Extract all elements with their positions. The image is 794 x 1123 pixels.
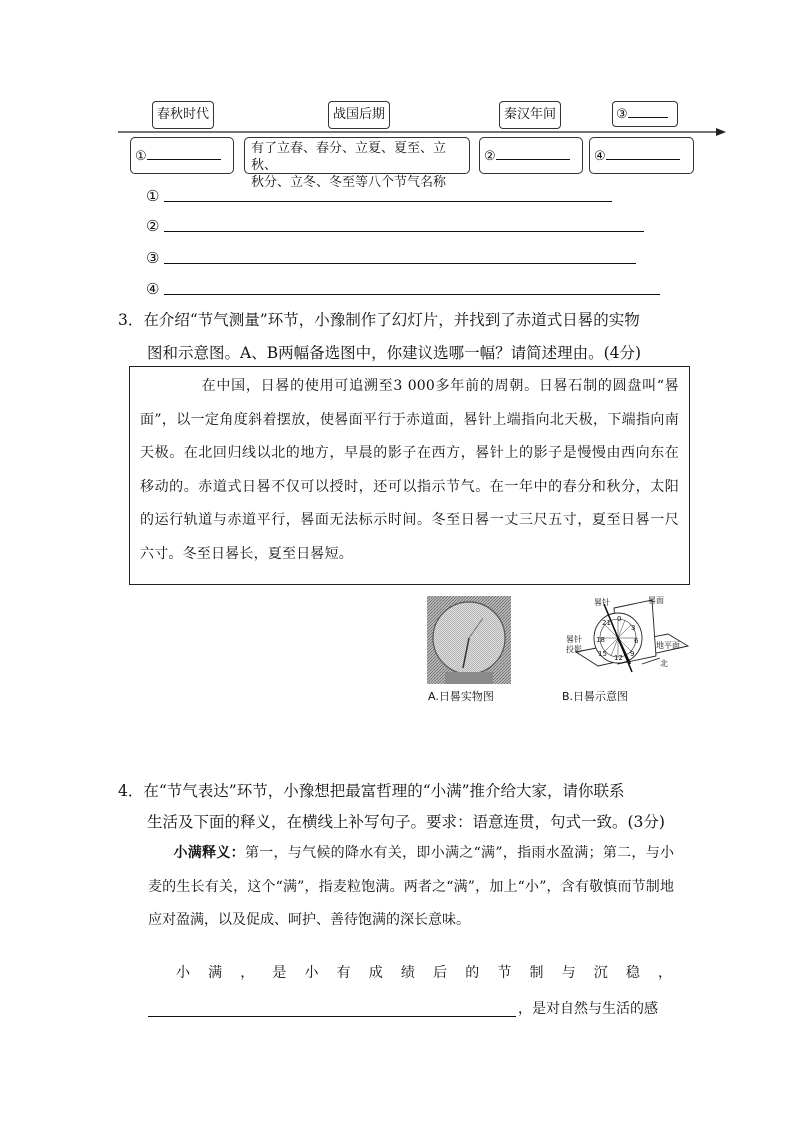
- box-eight-terms-line1: 有了立春、春分、立夏、夏至、立秋、: [251, 141, 447, 173]
- era-qinhan: 秦汉年间: [499, 101, 561, 129]
- question-4-line-2: 生活及下面的释义，在横线上补写句子。要求：语意连贯，句式一致。(3分): [147, 813, 665, 831]
- answer-line-1[interactable]: [146, 187, 159, 207]
- era-zhanguo: 战国后期: [328, 101, 390, 129]
- sundial-photo-caption: A.日晷实物图: [428, 690, 494, 703]
- sundial-photo-image: [427, 596, 511, 684]
- label-north: 北: [660, 659, 668, 668]
- answer-line-2-rule[interactable]: [164, 231, 644, 232]
- question-3-line-1: 3．在介绍“节气测量”环节，小豫制作了幻灯片，并找到了赤道式日晷的实物: [118, 311, 640, 329]
- label-shadow-1: 晷针: [566, 635, 582, 644]
- sundial-passage: 在中国，日晷的使用可追溯至3 000多年前的周朝。日晷石制的圆盘叫“晷面”，以一定角度斜着摆放，使晷面平行于赤道面，晷针上端指向北天极，下端指向南天极。在北回归线以北的地方，早晨的影子在西方，晷针上的影子是慢慢由西向东在移动的。赤道式日晷不仅可以授时，还可以指示节气。在一年中的春分和秋分，太阳的运行轨道与赤道平行，晷面无法标示时间。冬至日晷一丈三尺五寸，夏至日晷一尺六寸。冬至日晷长，夏至日晷短。: [140, 378, 679, 562]
- blank-line[interactable]: [606, 159, 680, 160]
- question-4-line-1: 4．在“节气表达”环节，小豫想把最富哲理的“小满”推介给大家，请你联系: [118, 782, 625, 800]
- fill-sentence-end: ，是对自然与生活的感: [518, 1001, 658, 1017]
- sundial-passage-box: [129, 366, 690, 585]
- dial-number-6: 6: [634, 637, 639, 645]
- era-blank-3: [612, 101, 678, 127]
- xiaoman-explanation-text: 第一，与气候的降水有关，即小满之“满”，指雨水盈满；第二，与小麦的生长有关，这个“满”，指麦粒饱满。两者之“满”，加上“小”，含有敬慎而节制地应对盈满，以及促成、呵护、善待饱满的深长意味。: [148, 845, 674, 928]
- xiaoman-explanation-label: 小满释义：: [173, 845, 245, 861]
- north-arrow: [642, 658, 660, 664]
- sundial-photo: [427, 596, 511, 684]
- dial-number-0: 0: [617, 615, 622, 623]
- box-blank-4-label: ④: [594, 149, 606, 164]
- label-gnomon: 晷针: [594, 598, 610, 607]
- blank-line[interactable]: [496, 159, 570, 160]
- xiaoman-explanation: [148, 837, 674, 938]
- blank-line[interactable]: [628, 117, 668, 118]
- answer-line-4-rule[interactable]: [164, 294, 660, 295]
- box-blank-2-label: ②: [484, 149, 496, 164]
- answer-line-3-rule[interactable]: [164, 263, 636, 264]
- box-blank-1: [130, 137, 234, 174]
- label-ground-plane: 地平面: [656, 641, 680, 650]
- answer-line-3-label: ③: [146, 249, 160, 267]
- box-blank-2: [479, 137, 583, 174]
- question-3-line-2: 图和示意图。A、B两幅备选图中，你建议选哪一幅？请简述理由。(4分): [147, 344, 642, 362]
- box-eight-terms-line2: 秋分、立冬、冬至等八个节气名称: [251, 175, 447, 190]
- box-blank-4: [589, 137, 694, 174]
- answer-line-2-label: ②: [146, 217, 160, 235]
- era-chunqiu: 春秋时代: [152, 101, 214, 129]
- sundial-diagram: [560, 594, 690, 686]
- fill-sentence-start: 小满，是小有成绩后的节制与沉稳，: [176, 965, 674, 981]
- dial-number-21: 21: [602, 619, 611, 627]
- label-dial-face: 晷面: [648, 596, 664, 605]
- box-blank-1-label: ①: [135, 149, 147, 164]
- fill-blank-rule[interactable]: [148, 1016, 516, 1017]
- answer-line-1-label: ①: [146, 187, 160, 205]
- dial-number-3: 3: [631, 624, 636, 632]
- answer-line-4[interactable]: [146, 280, 159, 300]
- blank-line[interactable]: [147, 159, 221, 160]
- fill-sentence-line: [148, 998, 674, 1022]
- box-eight-terms: [244, 137, 470, 190]
- answer-line-1-rule[interactable]: [164, 201, 612, 202]
- answer-line-2[interactable]: [146, 217, 159, 237]
- sundial-diagram-caption: B.日晷示意图: [562, 690, 629, 703]
- dial-number-15: 15: [598, 650, 607, 658]
- dial-number-12: 12: [614, 654, 623, 662]
- dial-number-9: 9: [630, 650, 635, 658]
- era-blank-3-label: ③: [616, 107, 628, 122]
- dial-number-18: 18: [596, 636, 605, 644]
- sundial-diagram-svg: [560, 594, 690, 686]
- label-shadow-2: 投影: [566, 645, 582, 654]
- answer-line-3[interactable]: [146, 249, 159, 269]
- answer-line-4-label: ④: [146, 280, 160, 298]
